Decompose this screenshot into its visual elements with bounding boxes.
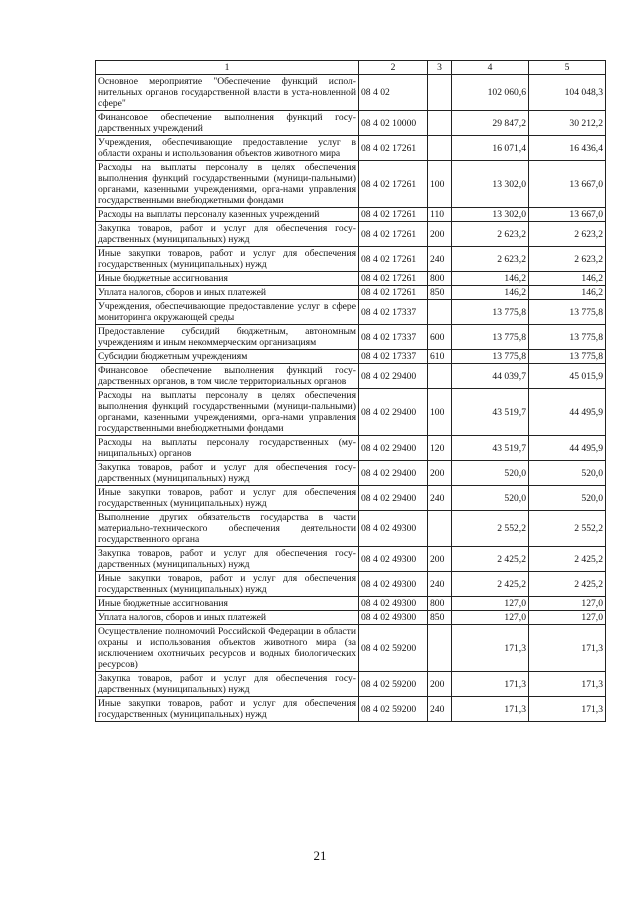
cell-name: Закупка товаров, работ и услуг для обеспечения госу-дарственных (муниципальных) нужд [96, 547, 359, 572]
cell-name: Закупка товаров, работ и услуг для обеспечения госу-дарственных (муниципальных) нужд [96, 461, 359, 486]
cell-code: 08 4 02 29400 [359, 364, 428, 389]
cell-amount-2: 2 425,2 [529, 572, 606, 597]
cell-amount-1: 13 302,0 [452, 161, 529, 208]
cell-amount-2: 2 425,2 [529, 547, 606, 572]
cell-amount-1: 2 425,2 [452, 572, 529, 597]
cell-expense-type: 800 [428, 597, 452, 611]
cell-amount-1: 29 847,2 [452, 111, 529, 136]
cell-amount-1: 2 425,2 [452, 547, 529, 572]
cell-code: 08 4 02 17261 [359, 286, 428, 300]
cell-code: 08 4 02 10000 [359, 111, 428, 136]
table-row [96, 161, 606, 208]
cell-expense-type [428, 111, 452, 136]
cell-name: Иные закупки товаров, работ и услуг для обеспечения государственных (муниципальных) нужд [96, 247, 359, 272]
cell-code: 08 4 02 59200 [359, 672, 428, 697]
cell-expense-type: 120 [428, 436, 452, 461]
cell-amount-1: 43 519,7 [452, 389, 529, 436]
cell-expense-type: 240 [428, 697, 452, 722]
cell-expense-type [428, 136, 452, 161]
cell-code: 08 4 02 17337 [359, 300, 428, 325]
cell-code: 08 4 02 29400 [359, 486, 428, 511]
column-header-amount-2: 5 [529, 61, 606, 75]
cell-expense-type [428, 511, 452, 547]
cell-name: Иные закупки товаров, работ и услуг для обеспечения государственных (муниципальных) нужд [96, 572, 359, 597]
cell-code: 08 4 02 59200 [359, 625, 428, 672]
cell-name: Учреждения, обеспечивающие предоставление услуг в области охраны и использования объектов животного мира [96, 136, 359, 161]
cell-expense-type: 240 [428, 247, 452, 272]
cell-expense-type: 200 [428, 461, 452, 486]
cell-code: 08 4 02 29400 [359, 436, 428, 461]
cell-code: 08 4 02 59200 [359, 697, 428, 722]
cell-amount-2: 146,2 [529, 272, 606, 286]
cell-amount-2: 127,0 [529, 597, 606, 611]
table-header-row [96, 61, 606, 75]
cell-expense-type: 240 [428, 572, 452, 597]
table-row [96, 511, 606, 547]
cell-expense-type: 100 [428, 389, 452, 436]
cell-amount-2: 44 495,9 [529, 389, 606, 436]
cell-amount-2: 171,3 [529, 625, 606, 672]
cell-name: Основное мероприятие "Обеспечение функций испол-нительных органов государственной власти в уста-новленной сфере" [96, 75, 359, 111]
cell-amount-1: 146,2 [452, 286, 529, 300]
cell-amount-1: 13 775,8 [452, 350, 529, 364]
table-row [96, 136, 606, 161]
table-row [96, 697, 606, 722]
cell-expense-type: 800 [428, 272, 452, 286]
cell-amount-2: 13 667,0 [529, 208, 606, 222]
cell-name: Иные бюджетные ассигнования [96, 272, 359, 286]
cell-name: Выполнение других обязательств государства в части материально-технического обеспечения деятельности государственного органа [96, 511, 359, 547]
cell-expense-type: 200 [428, 547, 452, 572]
cell-amount-1: 2 623,2 [452, 247, 529, 272]
cell-expense-type: 100 [428, 161, 452, 208]
cell-amount-2: 2 623,2 [529, 222, 606, 247]
cell-code: 08 4 02 17261 [359, 208, 428, 222]
cell-name: Субсидии бюджетным учреждениям [96, 350, 359, 364]
cell-code: 08 4 02 29400 [359, 389, 428, 436]
table-row [96, 436, 606, 461]
budget-table [95, 60, 606, 722]
cell-amount-2: 13 775,8 [529, 350, 606, 364]
cell-code: 08 4 02 49300 [359, 572, 428, 597]
table-row [96, 247, 606, 272]
table-row [96, 350, 606, 364]
cell-amount-1: 2 623,2 [452, 222, 529, 247]
cell-expense-type [428, 300, 452, 325]
cell-code: 08 4 02 49300 [359, 511, 428, 547]
cell-expense-type [428, 75, 452, 111]
cell-amount-1: 13 775,8 [452, 325, 529, 350]
table-row [96, 208, 606, 222]
cell-expense-type: 200 [428, 222, 452, 247]
cell-code: 08 4 02 17337 [359, 325, 428, 350]
table-row [96, 364, 606, 389]
cell-name: Иные закупки товаров, работ и услуг для обеспечения государственных (муниципальных) нужд [96, 486, 359, 511]
cell-amount-1: 43 519,7 [452, 436, 529, 461]
cell-amount-2: 13 775,8 [529, 300, 606, 325]
cell-name: Учреждения, обеспечивающие предоставление услуг в сфере мониторинга окружающей среды [96, 300, 359, 325]
cell-amount-1: 171,3 [452, 672, 529, 697]
cell-amount-2: 171,3 [529, 672, 606, 697]
cell-name: Закупка товаров, работ и услуг для обеспечения госу-дарственных (муниципальных) нужд [96, 222, 359, 247]
cell-name: Финансовое обеспечение выполнения функций госу-дарственных органов, в том числе территориальных органов [96, 364, 359, 389]
cell-code: 08 4 02 49300 [359, 611, 428, 625]
cell-code: 08 4 02 49300 [359, 597, 428, 611]
cell-code: 08 4 02 17261 [359, 136, 428, 161]
table-row [96, 461, 606, 486]
cell-code: 08 4 02 29400 [359, 461, 428, 486]
column-header-amount-1: 4 [452, 61, 529, 75]
cell-amount-2: 2 552,2 [529, 511, 606, 547]
table-row [96, 572, 606, 597]
table-row [96, 625, 606, 672]
cell-code: 08 4 02 49300 [359, 547, 428, 572]
cell-amount-2: 146,2 [529, 286, 606, 300]
table-row [96, 286, 606, 300]
cell-amount-2: 520,0 [529, 461, 606, 486]
cell-expense-type [428, 364, 452, 389]
cell-expense-type [428, 625, 452, 672]
cell-amount-1: 127,0 [452, 597, 529, 611]
cell-amount-2: 13 775,8 [529, 325, 606, 350]
cell-name: Уплата налогов, сборов и иных платежей [96, 286, 359, 300]
column-header-code: 2 [359, 61, 428, 75]
cell-amount-2: 2 623,2 [529, 247, 606, 272]
cell-name: Финансовое обеспечение выполнения функций госу-дарственных учреждений [96, 111, 359, 136]
cell-expense-type: 850 [428, 611, 452, 625]
page-number: 21 [313, 848, 327, 863]
cell-amount-1: 44 039,7 [452, 364, 529, 389]
cell-amount-2: 45 015,9 [529, 364, 606, 389]
cell-expense-type: 610 [428, 350, 452, 364]
cell-expense-type: 110 [428, 208, 452, 222]
cell-code: 08 4 02 17261 [359, 247, 428, 272]
table-row [96, 389, 606, 436]
cell-code: 08 4 02 17261 [359, 161, 428, 208]
cell-expense-type: 240 [428, 486, 452, 511]
table-row [96, 672, 606, 697]
cell-amount-1: 171,3 [452, 697, 529, 722]
cell-amount-1: 13 302,0 [452, 208, 529, 222]
cell-amount-2: 30 212,2 [529, 111, 606, 136]
cell-expense-type: 600 [428, 325, 452, 350]
cell-amount-2: 104 048,3 [529, 75, 606, 111]
cell-amount-1: 2 552,2 [452, 511, 529, 547]
cell-code: 08 4 02 [359, 75, 428, 111]
cell-amount-1: 16 071,4 [452, 136, 529, 161]
cell-amount-2: 171,3 [529, 697, 606, 722]
table-row [96, 597, 606, 611]
cell-amount-1: 127,0 [452, 611, 529, 625]
cell-code: 08 4 02 17261 [359, 222, 428, 247]
cell-amount-2: 13 667,0 [529, 161, 606, 208]
cell-name: Осуществление полномочий Российской Федерации в области охраны и использования объектов животного мира (за исключением охотничьих ресурсов и водных биологических ресурсов) [96, 625, 359, 672]
cell-amount-2: 16 436,4 [529, 136, 606, 161]
cell-amount-2: 44 495,9 [529, 436, 606, 461]
column-header-name: 1 [96, 61, 359, 75]
cell-code: 08 4 02 17261 [359, 272, 428, 286]
cell-name: Расходы на выплаты персоналу в целях обеспечения выполнения функций государственными (муници-пальными) органами, казенными учреждениями, орга-нами управления государственными внебюджетными фондами [96, 161, 359, 208]
cell-amount-1: 13 775,8 [452, 300, 529, 325]
cell-name: Расходы на выплаты персоналу казенных учреждений [96, 208, 359, 222]
cell-amount-1: 102 060,6 [452, 75, 529, 111]
cell-amount-1: 520,0 [452, 486, 529, 511]
cell-code: 08 4 02 17337 [359, 350, 428, 364]
cell-amount-1: 171,3 [452, 625, 529, 672]
table-row [96, 325, 606, 350]
table-body [96, 75, 606, 722]
table-row [96, 222, 606, 247]
column-header-expense-type: 3 [428, 61, 452, 75]
cell-name: Закупка товаров, работ и услуг для обеспечения госу-дарственных (муниципальных) нужд [96, 672, 359, 697]
table-row [96, 611, 606, 625]
cell-amount-1: 520,0 [452, 461, 529, 486]
cell-amount-2: 127,0 [529, 611, 606, 625]
table-row [96, 111, 606, 136]
cell-name: Уплата налогов, сборов и иных платежей [96, 611, 359, 625]
table-row [96, 300, 606, 325]
table-row [96, 486, 606, 511]
cell-name: Предоставление субсидий бюджетным, автономным учреждениям и иным некоммерческим организациям [96, 325, 359, 350]
table-row [96, 272, 606, 286]
cell-expense-type: 200 [428, 672, 452, 697]
cell-name: Расходы на выплаты персоналу государственных (му-ниципальных) органов [96, 436, 359, 461]
table-row [96, 75, 606, 111]
cell-name: Иные бюджетные ассигнования [96, 597, 359, 611]
cell-amount-2: 520,0 [529, 486, 606, 511]
cell-amount-1: 146,2 [452, 272, 529, 286]
cell-name: Иные закупки товаров, работ и услуг для обеспечения государственных (муниципальных) нужд [96, 697, 359, 722]
cell-expense-type: 850 [428, 286, 452, 300]
cell-name: Расходы на выплаты персоналу в целях обеспечения выполнения функций государственными (муници-пальными) органами, казенными учреждениями, орга-нами управления государственными внебюджетными фондами [96, 389, 359, 436]
table-row [96, 547, 606, 572]
